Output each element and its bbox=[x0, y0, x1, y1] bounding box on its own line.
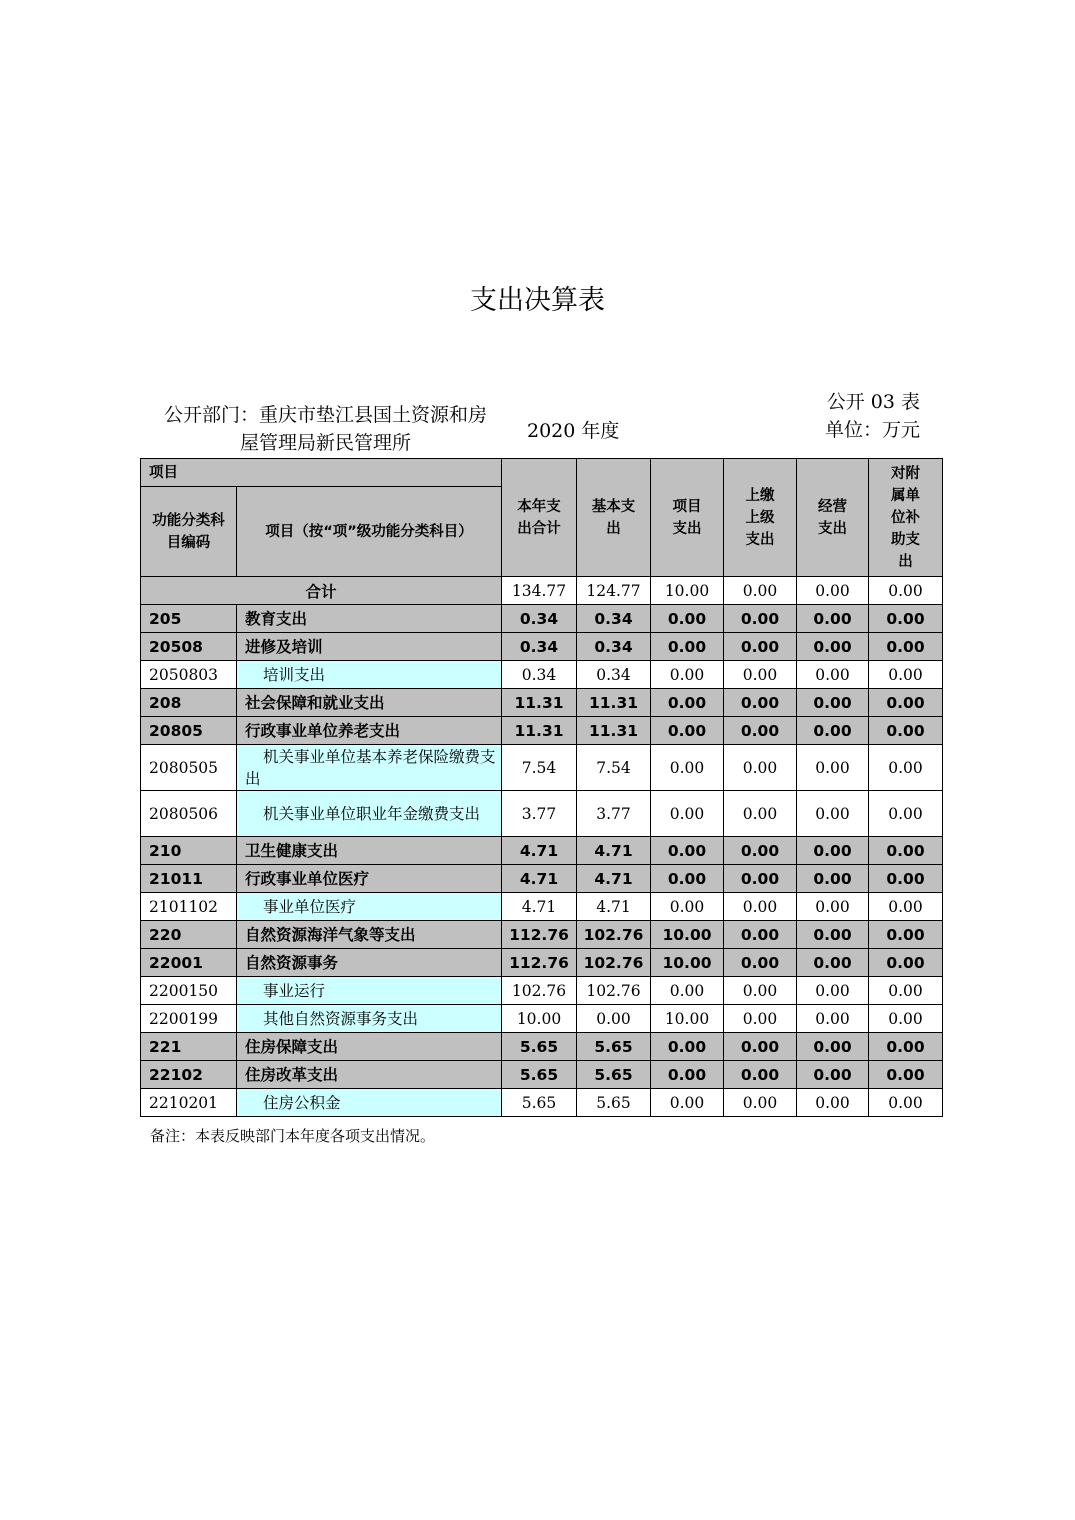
function-name: 教育支出 bbox=[237, 605, 502, 633]
amount-cell: 0.00 bbox=[869, 661, 943, 689]
amount-cell: 0.00 bbox=[797, 661, 869, 689]
amount-cell: 0.00 bbox=[869, 1089, 943, 1117]
amount-cell: 10.00 bbox=[502, 1005, 577, 1033]
function-code: 205 bbox=[141, 605, 237, 633]
function-code: 2210201 bbox=[141, 1089, 237, 1117]
function-name: 行政事业单位养老支出 bbox=[237, 717, 502, 745]
amount-cell: 0.00 bbox=[724, 1005, 797, 1033]
table-row bbox=[141, 893, 943, 921]
amount-cell: 4.71 bbox=[502, 893, 577, 921]
amount-cell: 0.00 bbox=[651, 837, 724, 865]
footnote: 备注：本表反映部门本年度各项支出情况。 bbox=[150, 1127, 436, 1145]
function-name: 机关事业单位基本养老保险缴费支出 bbox=[237, 745, 502, 791]
amount-cell: 0.34 bbox=[502, 605, 577, 633]
header-name: 项目（按“项”级功能分类科目） bbox=[237, 487, 502, 577]
amount-cell: 0.00 bbox=[869, 1005, 943, 1033]
amount-cell: 10.00 bbox=[651, 921, 724, 949]
amount-cell: 0.00 bbox=[869, 949, 943, 977]
amount-cell: 0.00 bbox=[797, 791, 869, 837]
function-name: 机关事业单位职业年金缴费支出 bbox=[237, 791, 502, 837]
table-number: 公开 03 表 bbox=[826, 391, 920, 413]
total-value: 0.00 bbox=[869, 577, 943, 605]
table-row bbox=[141, 949, 943, 977]
amount-cell: 0.00 bbox=[651, 745, 724, 791]
amount-cell: 102.76 bbox=[577, 949, 651, 977]
function-code: 210 bbox=[141, 837, 237, 865]
expenditure-table bbox=[140, 458, 943, 1117]
function-code: 220 bbox=[141, 921, 237, 949]
amount-cell: 0.00 bbox=[724, 605, 797, 633]
amount-cell: 0.00 bbox=[869, 605, 943, 633]
function-name: 培训支出 bbox=[237, 661, 502, 689]
amount-cell: 0.00 bbox=[651, 689, 724, 717]
amount-cell: 0.00 bbox=[651, 717, 724, 745]
amount-cell: 0.00 bbox=[869, 689, 943, 717]
total-value: 124.77 bbox=[577, 577, 651, 605]
function-code: 21011 bbox=[141, 865, 237, 893]
table-row bbox=[141, 745, 943, 791]
amount-cell: 0.34 bbox=[577, 661, 651, 689]
amount-cell: 0.00 bbox=[651, 865, 724, 893]
amount-cell: 0.00 bbox=[869, 1033, 943, 1061]
function-name: 自然资源海洋气象等支出 bbox=[237, 921, 502, 949]
fiscal-year: 2020 年度 bbox=[527, 420, 620, 442]
amount-cell: 0.00 bbox=[724, 977, 797, 1005]
amount-cell: 102.76 bbox=[502, 977, 577, 1005]
function-name: 住房改革支出 bbox=[237, 1061, 502, 1089]
amount-cell: 0.00 bbox=[724, 865, 797, 893]
amount-cell: 0.00 bbox=[869, 977, 943, 1005]
amount-cell: 11.31 bbox=[577, 689, 651, 717]
header-total: 本年支出合计 bbox=[502, 459, 577, 577]
amount-cell: 0.00 bbox=[797, 837, 869, 865]
amount-cell: 0.00 bbox=[869, 1061, 943, 1089]
header-upper: 上缴上级支出 bbox=[724, 459, 797, 577]
header-item: 项目 bbox=[141, 459, 502, 487]
amount-cell: 0.00 bbox=[724, 1033, 797, 1061]
table-row bbox=[141, 717, 943, 745]
amount-cell: 0.00 bbox=[797, 893, 869, 921]
amount-cell: 11.31 bbox=[577, 717, 651, 745]
function-name: 住房保障支出 bbox=[237, 1033, 502, 1061]
amount-cell: 0.00 bbox=[724, 1061, 797, 1089]
amount-cell: 5.65 bbox=[502, 1061, 577, 1089]
amount-cell: 0.00 bbox=[651, 791, 724, 837]
function-code: 2200150 bbox=[141, 977, 237, 1005]
function-name: 自然资源事务 bbox=[237, 949, 502, 977]
function-name: 事业单位医疗 bbox=[237, 893, 502, 921]
amount-cell: 4.71 bbox=[577, 865, 651, 893]
amount-cell: 0.00 bbox=[724, 893, 797, 921]
page-title: 支出决算表 bbox=[470, 285, 605, 316]
function-code: 2050803 bbox=[141, 661, 237, 689]
function-code: 221 bbox=[141, 1033, 237, 1061]
table-row bbox=[141, 865, 943, 893]
table-row bbox=[141, 661, 943, 689]
amount-cell: 0.00 bbox=[797, 717, 869, 745]
amount-cell: 0.00 bbox=[724, 717, 797, 745]
amount-cell: 4.71 bbox=[502, 837, 577, 865]
amount-cell: 0.00 bbox=[651, 977, 724, 1005]
header-business: 经营支出 bbox=[797, 459, 869, 577]
amount-cell: 5.65 bbox=[577, 1089, 651, 1117]
amount-cell: 0.00 bbox=[869, 633, 943, 661]
amount-cell: 102.76 bbox=[577, 921, 651, 949]
amount-cell: 0.00 bbox=[724, 921, 797, 949]
function-code: 22001 bbox=[141, 949, 237, 977]
function-code: 208 bbox=[141, 689, 237, 717]
amount-cell: 112.76 bbox=[502, 921, 577, 949]
amount-cell: 3.77 bbox=[502, 791, 577, 837]
amount-cell: 5.65 bbox=[577, 1061, 651, 1089]
amount-cell: 0.00 bbox=[651, 633, 724, 661]
amount-cell: 0.34 bbox=[577, 633, 651, 661]
function-code: 20508 bbox=[141, 633, 237, 661]
amount-cell: 0.00 bbox=[869, 921, 943, 949]
amount-cell: 10.00 bbox=[651, 949, 724, 977]
amount-cell: 5.65 bbox=[577, 1033, 651, 1061]
amount-cell: 10.00 bbox=[651, 1005, 724, 1033]
amount-cell: 0.00 bbox=[869, 791, 943, 837]
amount-cell: 0.00 bbox=[797, 1089, 869, 1117]
function-code: 2101102 bbox=[141, 893, 237, 921]
amount-cell: 0.00 bbox=[797, 1005, 869, 1033]
amount-cell: 0.00 bbox=[651, 893, 724, 921]
amount-cell: 0.00 bbox=[797, 689, 869, 717]
table-row bbox=[141, 977, 943, 1005]
total-value: 0.00 bbox=[724, 577, 797, 605]
function-name: 住房公积金 bbox=[237, 1089, 502, 1117]
amount-cell: 5.65 bbox=[502, 1089, 577, 1117]
function-code: 2200199 bbox=[141, 1005, 237, 1033]
function-name: 进修及培训 bbox=[237, 633, 502, 661]
amount-cell: 0.00 bbox=[869, 837, 943, 865]
table-row bbox=[141, 1061, 943, 1089]
amount-cell: 0.00 bbox=[724, 745, 797, 791]
table-row bbox=[141, 633, 943, 661]
amount-cell: 0.00 bbox=[651, 661, 724, 689]
function-code: 20805 bbox=[141, 717, 237, 745]
function-name: 卫生健康支出 bbox=[237, 837, 502, 865]
amount-cell: 0.00 bbox=[797, 865, 869, 893]
amount-cell: 112.76 bbox=[502, 949, 577, 977]
table-row bbox=[141, 1005, 943, 1033]
amount-cell: 0.00 bbox=[577, 1005, 651, 1033]
amount-cell: 0.00 bbox=[869, 865, 943, 893]
table-row bbox=[141, 921, 943, 949]
amount-cell: 0.00 bbox=[869, 745, 943, 791]
table-row bbox=[141, 689, 943, 717]
amount-cell: 11.31 bbox=[502, 689, 577, 717]
table-row bbox=[141, 605, 943, 633]
total-row bbox=[141, 577, 943, 605]
table-row bbox=[141, 1033, 943, 1061]
amount-cell: 0.00 bbox=[797, 1033, 869, 1061]
amount-cell: 0.00 bbox=[724, 837, 797, 865]
function-name: 社会保障和就业支出 bbox=[237, 689, 502, 717]
amount-cell: 0.00 bbox=[724, 1089, 797, 1117]
function-code: 22102 bbox=[141, 1061, 237, 1089]
amount-cell: 0.00 bbox=[869, 893, 943, 921]
amount-cell: 0.00 bbox=[797, 605, 869, 633]
total-value: 134.77 bbox=[502, 577, 577, 605]
amount-cell: 0.00 bbox=[869, 717, 943, 745]
amount-cell: 0.00 bbox=[724, 791, 797, 837]
amount-cell: 7.54 bbox=[577, 745, 651, 791]
amount-cell: 0.00 bbox=[724, 633, 797, 661]
amount-cell: 5.65 bbox=[502, 1033, 577, 1061]
total-label: 合计 bbox=[141, 577, 502, 605]
amount-cell: 0.00 bbox=[724, 689, 797, 717]
amount-cell: 0.34 bbox=[502, 633, 577, 661]
table-row bbox=[141, 837, 943, 865]
table-row bbox=[141, 791, 943, 837]
total-value: 0.00 bbox=[797, 577, 869, 605]
amount-cell: 3.77 bbox=[577, 791, 651, 837]
amount-cell: 11.31 bbox=[502, 717, 577, 745]
amount-cell: 102.76 bbox=[577, 977, 651, 1005]
amount-cell: 0.34 bbox=[502, 661, 577, 689]
header-subsidy: 对附属单位补助支出 bbox=[869, 459, 943, 577]
header-basic: 基本支出 bbox=[577, 459, 651, 577]
function-code: 2080505 bbox=[141, 745, 237, 791]
amount-cell: 4.71 bbox=[577, 837, 651, 865]
amount-cell: 0.00 bbox=[651, 605, 724, 633]
unit-label: 单位：万元 bbox=[824, 419, 920, 441]
amount-cell: 0.00 bbox=[797, 633, 869, 661]
amount-cell: 0.00 bbox=[651, 1061, 724, 1089]
table-row bbox=[141, 1089, 943, 1117]
table-info bbox=[818, 388, 920, 444]
amount-cell: 7.54 bbox=[502, 745, 577, 791]
function-name: 事业运行 bbox=[237, 977, 502, 1005]
function-name: 其他自然资源事务支出 bbox=[237, 1005, 502, 1033]
header-project: 项目支出 bbox=[651, 459, 724, 577]
amount-cell: 0.00 bbox=[651, 1089, 724, 1117]
header-code: 功能分类科目编码 bbox=[141, 487, 237, 577]
amount-cell: 0.00 bbox=[797, 949, 869, 977]
total-value: 10.00 bbox=[651, 577, 724, 605]
amount-cell: 0.34 bbox=[577, 605, 651, 633]
amount-cell: 0.00 bbox=[724, 949, 797, 977]
amount-cell: 0.00 bbox=[797, 977, 869, 1005]
function-code: 2080506 bbox=[141, 791, 237, 837]
function-name: 行政事业单位医疗 bbox=[237, 865, 502, 893]
amount-cell: 0.00 bbox=[797, 1061, 869, 1089]
department-label: 公开部门：重庆市垫江县国土资源和房屋管理局新民管理所 bbox=[163, 404, 487, 454]
amount-cell: 4.71 bbox=[502, 865, 577, 893]
amount-cell: 0.00 bbox=[651, 1033, 724, 1061]
amount-cell: 4.71 bbox=[577, 893, 651, 921]
amount-cell: 0.00 bbox=[724, 661, 797, 689]
amount-cell: 0.00 bbox=[797, 921, 869, 949]
amount-cell: 0.00 bbox=[797, 745, 869, 791]
